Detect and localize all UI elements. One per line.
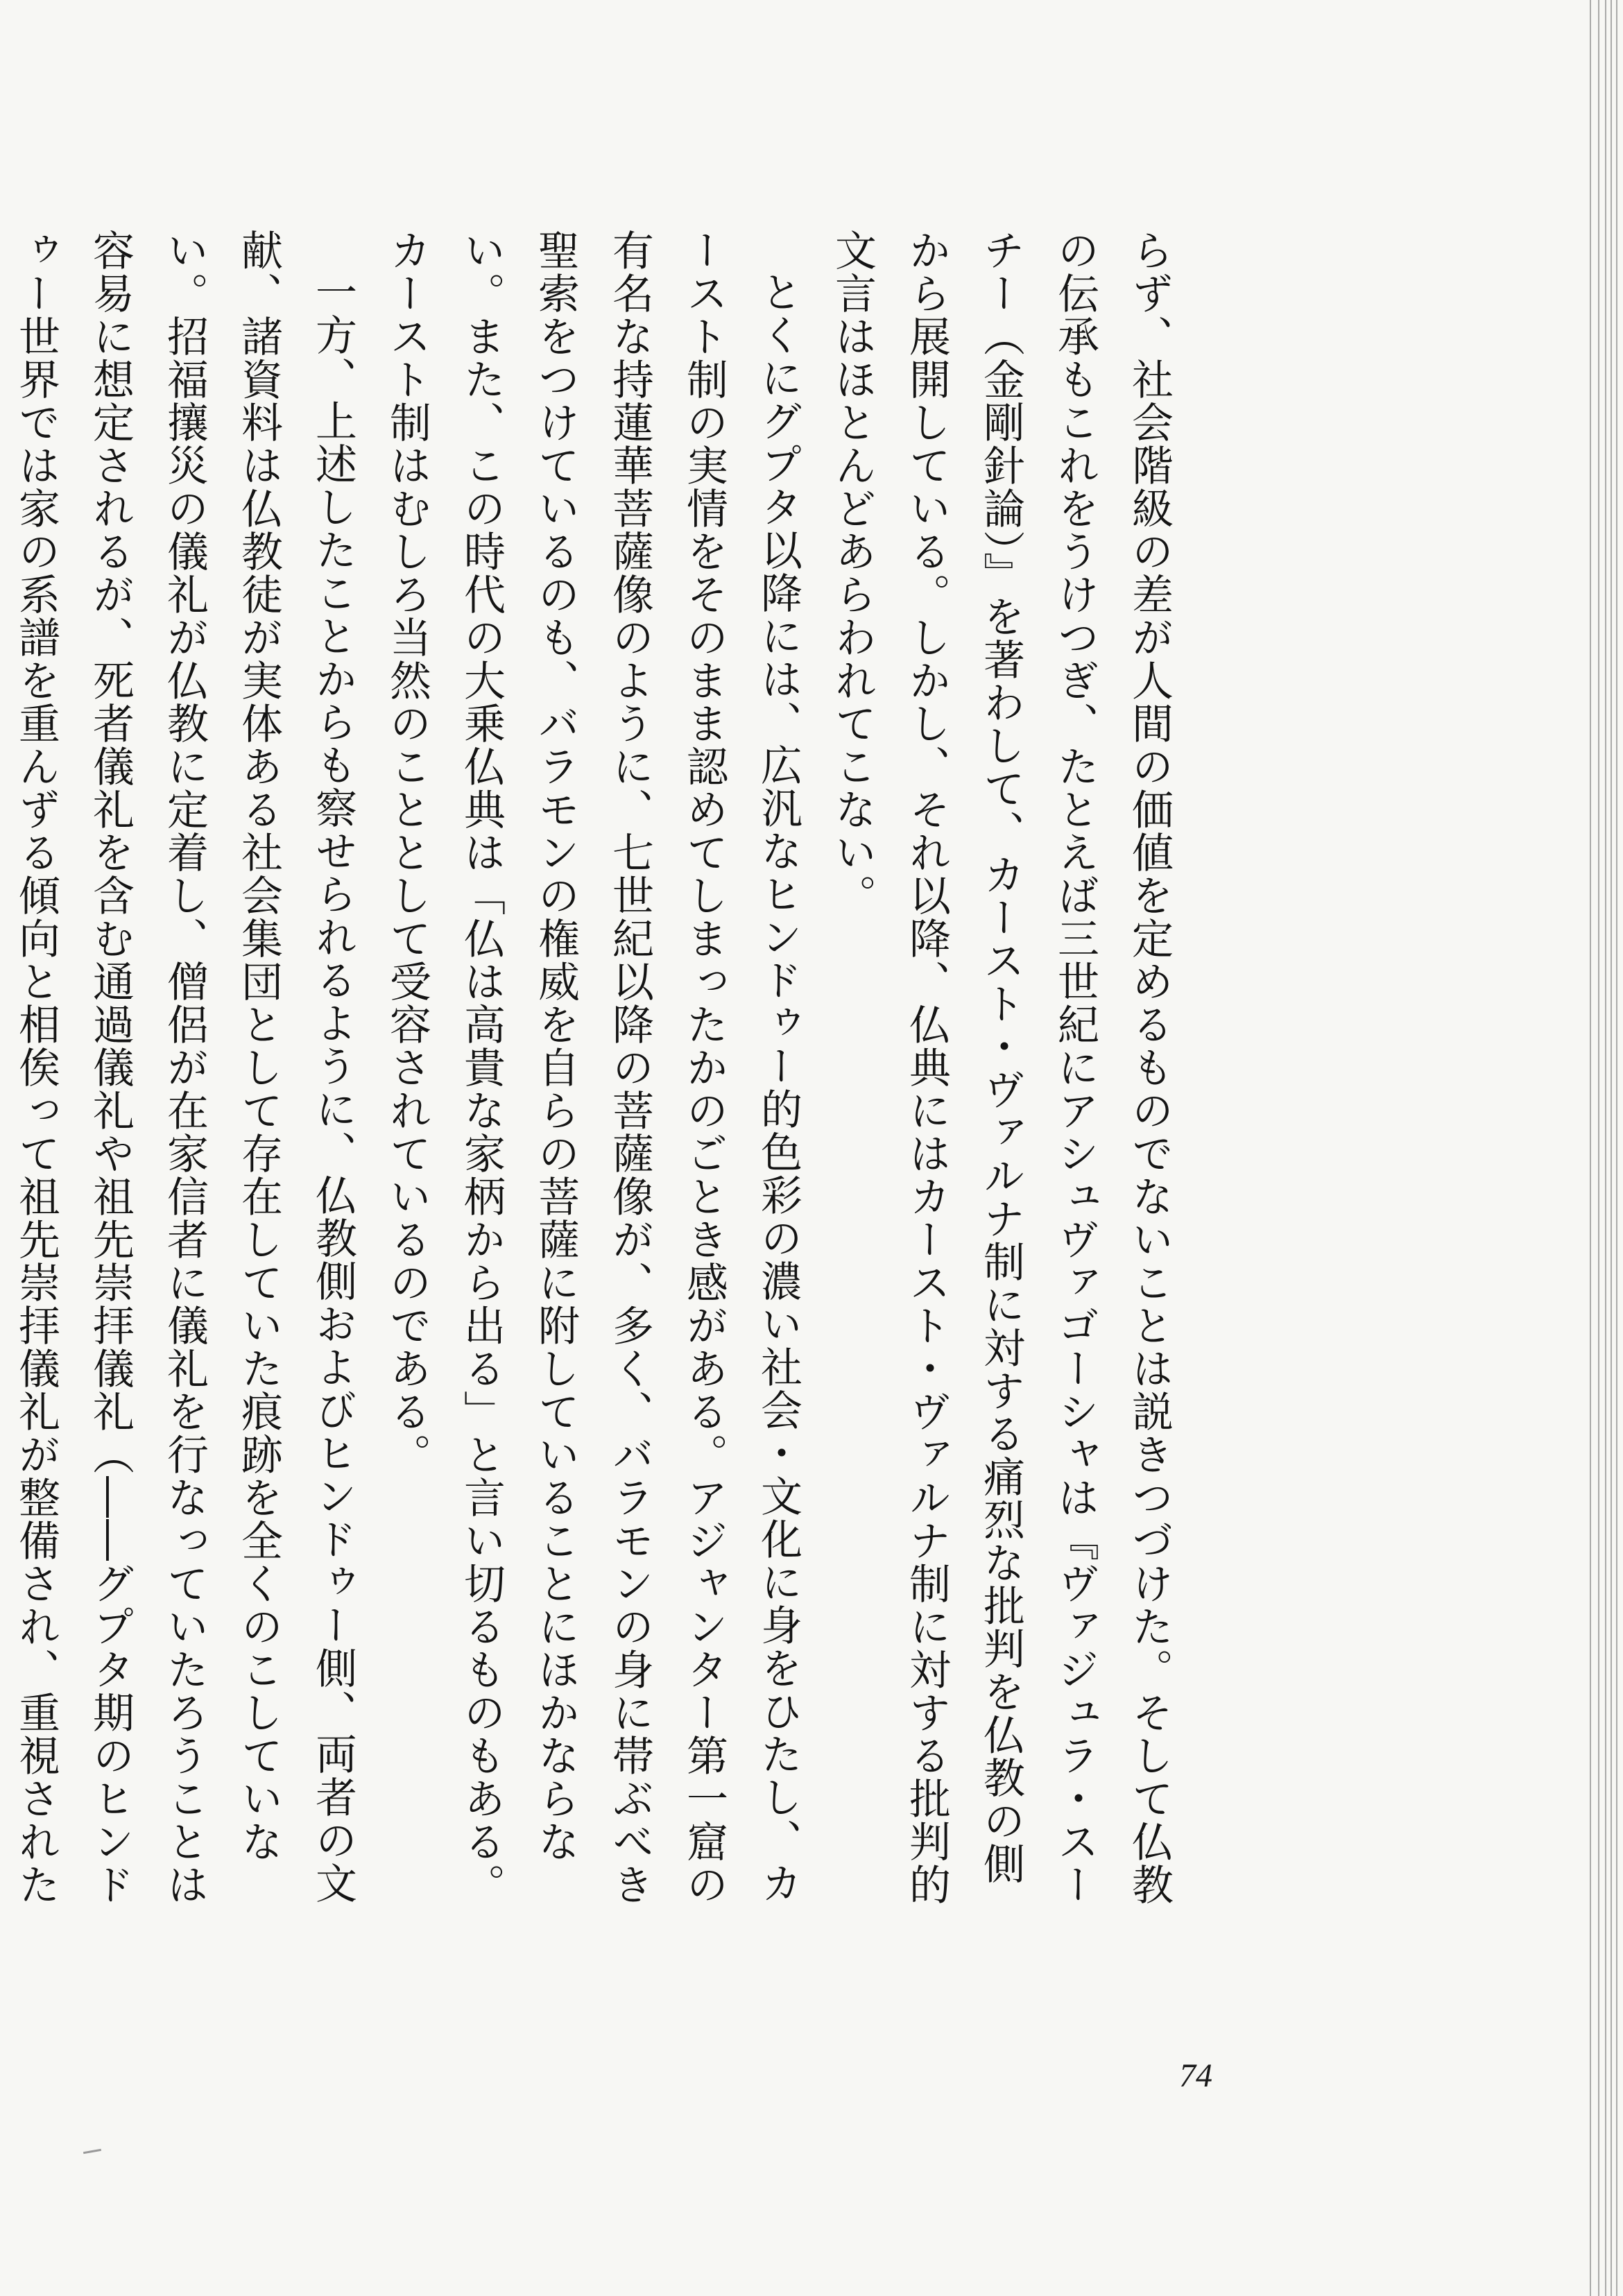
- paragraph-3: 一方、上述したことからも察せられるように、仏教側およびヒンドゥー側、両者の文献、諸資料は仏教徒が実体ある社会集団として存在していた痕跡を全くのこしていない。招福攘災の儀礼が仏教に定着し、僧侶が在家信者に儀礼を行なっていたろうことは容易に想定されるが、死者儀礼を含む通過儀礼や祖先崇拝儀礼（――グプタ期のヒンドゥー世界では家の系譜を重んずる傾向と相俟って祖先崇拝儀礼が整備され、重視された: [12, 229, 357, 1906]
- body-text: [0, 229, 1186, 1908]
- page-number: 74: [1179, 2057, 1212, 2094]
- paragraph-1: らず、社会階級の差が人間の価値を定めるものでないことは説きつづけた。そして仏教の伝承もこれをうけつぎ、たとえば三世紀にアシュヴァゴーシャは『ヴァジュラ・スーチー（金剛針論）』を著わして、カースト・ヴァルナ制に対する痛烈な批判を仏教の側から展開している。しかし、それ以降、仏典にはカースト・ヴァルナ制に対する批判的文言はほとんどあらわれてこない。: [828, 229, 1174, 1906]
- paper-mark: [83, 2149, 101, 2154]
- page-edge-lines: [1568, 0, 1623, 2296]
- paragraph-2: とくにグプタ以降には、広汎なヒンドゥー的色彩の濃い社会・文化に身をひたし、カースト制の実情をそのまま認めてしまったかのごとき感がある。アジャンター第一窟の有名な持蓮華菩薩像のように、七世紀以降の菩薩像が、多く、バラモンの身に帯ぶべき聖索をつけているのも、バラモンの権威を自らの菩薩に附していることにほかならない。また、この時代の大乗仏典は「仏は高貴な家柄から出る」と言い切るものもある。カースト制はむしろ当然のこととして受容されているのである。: [383, 229, 802, 1906]
